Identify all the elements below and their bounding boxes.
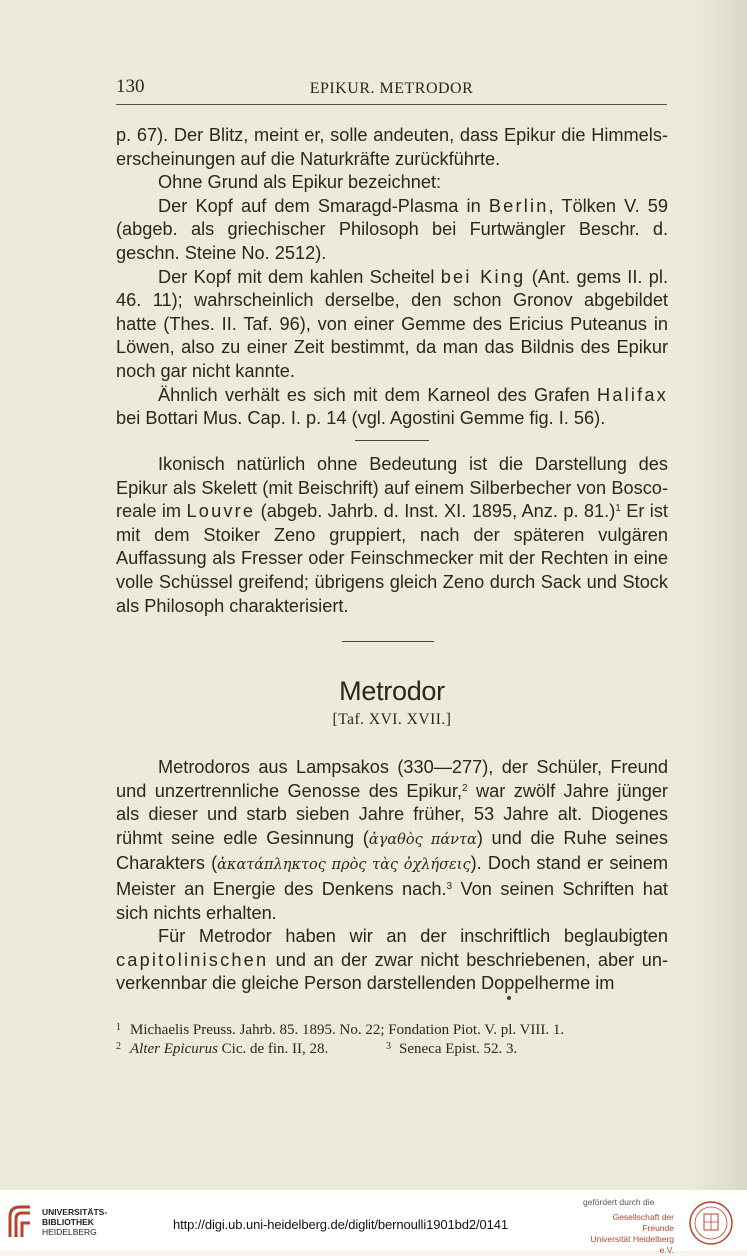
footnote-mark: 2 (116, 1041, 121, 1052)
spaced-text: Louvre (186, 501, 256, 522)
paragraph: Ikonisch natürlich ohne Bedeutung ist die Darstellung des Epikur als Skelett (mit Beischrift) auf einem Silberbecher von Boscoreale im Louvre (abgeb. Jahrb. d. Inst. XI. 1895, Anz. p. 81.)$^1$ Er ist mit dem Stoiker Zeno gruppiert, nach der späteren vulgären Auffassung als Fresser oder Feinschmecker mit der Rechten in eine volle Schüssel greifend; übrigens gleich Zeno durch Sack und Stock als Philosoph charakterisiert. (116, 454, 668, 616)
sponsor-name[interactable]: Gesellschaft der Freunde Universität Heidelberg e.V. (590, 1212, 674, 1255)
running-title: EPIKUR. METRODOR (309, 80, 474, 97)
paragraph: Metrodoros aus Lampsakos (330—277), der Schüler, Freund und unzertrennliche Genosse des Epikur,$^2$ war zwölf Jahre jünger als dieser und starb sieben Jahre früher, 53 Jahre alt. Diogenes rühmt seine edle Gesinnung (ἀγαθὸς πάντα) und die Ruhe seines Charakters (ἀκατάπληκτος πρὸς τὰς ὀχλήσεις). Doch stand er seinem Meister an Energie des Denkens nach.$^3$ Von seinen Schriften hat sich nichts erhalten. (116, 757, 668, 923)
section-title: Metrodor (339, 676, 445, 706)
footnote-mark: 3 (386, 1041, 391, 1052)
footnote (116, 1021, 668, 1040)
upper-text-block (116, 124, 668, 431)
spaced-text: Halifax (597, 384, 668, 405)
spaced-text: bei King (440, 266, 526, 287)
paragraph: Der Kopf mit dem kahlen Scheitel bei King (Ant. gems II. pl. 46. 11); wahrscheinlich derselbe, den schon Gronov abgebildet hatte (Thes. II. Taf. 96), von einer Gemme des Ericius Puteanus in Löwen, also zu einer Zeit bestimmt, da man das Bildnis des Epikur noch gar nicht kannte. (116, 266, 668, 381)
university-seal-icon (686, 1200, 736, 1246)
lower-text-block (116, 756, 668, 996)
plate-reference: [Taf. XVI. XVII.] (332, 711, 452, 728)
ink-dot (507, 996, 511, 1000)
spaced-text: Berlin (488, 195, 549, 216)
paragraph: p. 67). Der Blitz, meint er, solle andeuten, dass Epikur die Himmelserscheinungen auf die Naturkräfte zurückführte. (116, 125, 668, 169)
source-url-link[interactable]: http://digi.ub.uni-heidelberg.de/diglit/bernoulli1901bd2/0141 (173, 1217, 509, 1232)
footnote-ref: 1 (615, 503, 621, 515)
page-number: 130 (116, 76, 145, 97)
footnote-mark: 1 (116, 1022, 121, 1033)
middle-text-block (116, 453, 668, 618)
greek-text: ἀγαθὸς πάντα (368, 831, 477, 848)
paragraph: Der Kopf auf dem Smaragd-Plasma in Berlin, Tölken V. 59 (abgeb. als griechischer Philosoph bei Furtwängler Beschr. d. geschn. Steine No. 2512). (116, 195, 669, 263)
footnote (116, 1040, 668, 1059)
footnote-text: Alter Epicurus Cic. de fin. II, 28. (130, 1041, 329, 1057)
footer-bar (0, 1190, 747, 1255)
sponsor-label: gefördert durch die (583, 1197, 655, 1207)
library-name: UNIVERSITÄTS- BIBLIOTHEK HEIDELBERG (42, 1207, 108, 1237)
paragraph: Ähnlich verhält es sich mit dem Karneol des Grafen Halifax bei Bottari Mus. Cap. I. p. 14 (vgl. Agostini Gemme fig. I. 56). (116, 384, 668, 429)
library-logo-icon[interactable] (6, 1203, 36, 1241)
footnote-ref: 3 (446, 880, 453, 892)
paragraph: Für Metrodor haben wir an der inschriftlich beglaubigten capitolinischen und an der zwar nicht beschriebenen, aber unverkennbar die gleiche Person darstellenden Doppelherme im (116, 926, 668, 994)
paragraph: Ohne Grund als Epikur bezeichnet: (158, 172, 442, 193)
divider-rule (342, 641, 434, 642)
scan-shadow (687, 0, 747, 1190)
footnote-ref: 2 (462, 782, 468, 794)
running-header (116, 76, 667, 105)
spaced-text: capitolinischen (116, 949, 269, 970)
footnote-text: Seneca Epist. 52. 3. (399, 1041, 518, 1057)
footnotes (116, 1021, 668, 1059)
footnote-text: Michaelis Preuss. Jahrb. 85. 1895. No. 22; Fondation Piot. V. pl. VIII. 1. (130, 1022, 565, 1038)
greek-text: ἀκατάπληκτος πρὸς τὰς ὀχλήσεις (217, 857, 471, 874)
divider-rule (355, 440, 429, 441)
